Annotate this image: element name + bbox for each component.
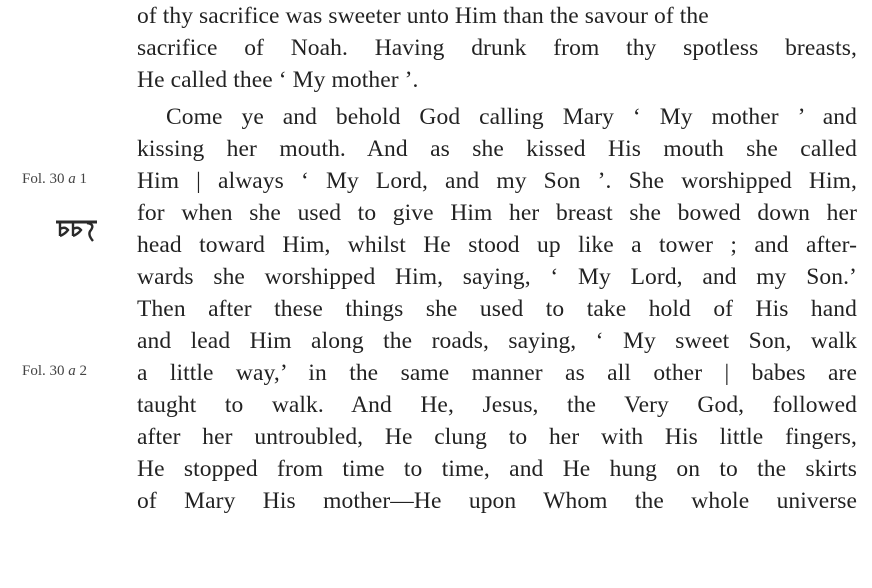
margin-folio-30a1 (22, 170, 87, 188)
text-line-2: sacrifice of Noah. Having drunk from thy spotless breasts, (137, 35, 857, 61)
text-line-3: He called thee ‘ My mother ’. (137, 67, 419, 93)
text-line-16: of Mary His mother—He upon Whom the whole universe (137, 488, 857, 514)
folio-prefix: Fol. 30 (22, 363, 69, 379)
folio-suffix: 1 (75, 171, 88, 187)
folio-letter: a (68, 363, 76, 379)
text-line-4-paragraph-start: Come ye and behold God calling Mary ‘ My mother ’ and (166, 104, 857, 130)
text-line-13: taught to walk. And He, Jesus, the Very God, followed (137, 392, 857, 418)
text-line-8: head toward Him, whilst He stood up like a tower ; and after- (137, 232, 857, 258)
text-line-9: wards she worshipped Him, saying, ‘ My Lord, and my Son.’ (137, 264, 857, 290)
folio-letter: a (68, 171, 76, 187)
folio-prefix: Fol. 30 (22, 171, 69, 187)
text-line-12: a little way,’ in the same manner as all other | babes are (137, 360, 857, 386)
text-line-1: of thy sacrifice was sweeter unto Him than the savour of the (137, 3, 709, 29)
folio-suffix: 2 (75, 363, 88, 379)
text-line-10: Then after these things she used to take hold of His hand (137, 296, 857, 322)
margin-folio-30a2 (22, 362, 87, 380)
text-line-5: kissing her mouth. And as she kissed His mouth she called (137, 136, 857, 162)
text-line-7: for when she used to give Him her breast she bowed down her (137, 200, 857, 226)
text-line-15: He stopped from time to time, and He hung on to the skirts (137, 456, 857, 482)
devanagari-page-number-mark-icon (55, 219, 99, 243)
text-line-11: and lead Him along the roads, saying, ‘ My sweet Son, walk (137, 328, 857, 354)
text-line-14: after her untroubled, He clung to her with His little fingers, (137, 424, 857, 450)
text-line-6: Him | always ‘ My Lord, and my Son ’. She worshipped Him, (137, 168, 857, 194)
